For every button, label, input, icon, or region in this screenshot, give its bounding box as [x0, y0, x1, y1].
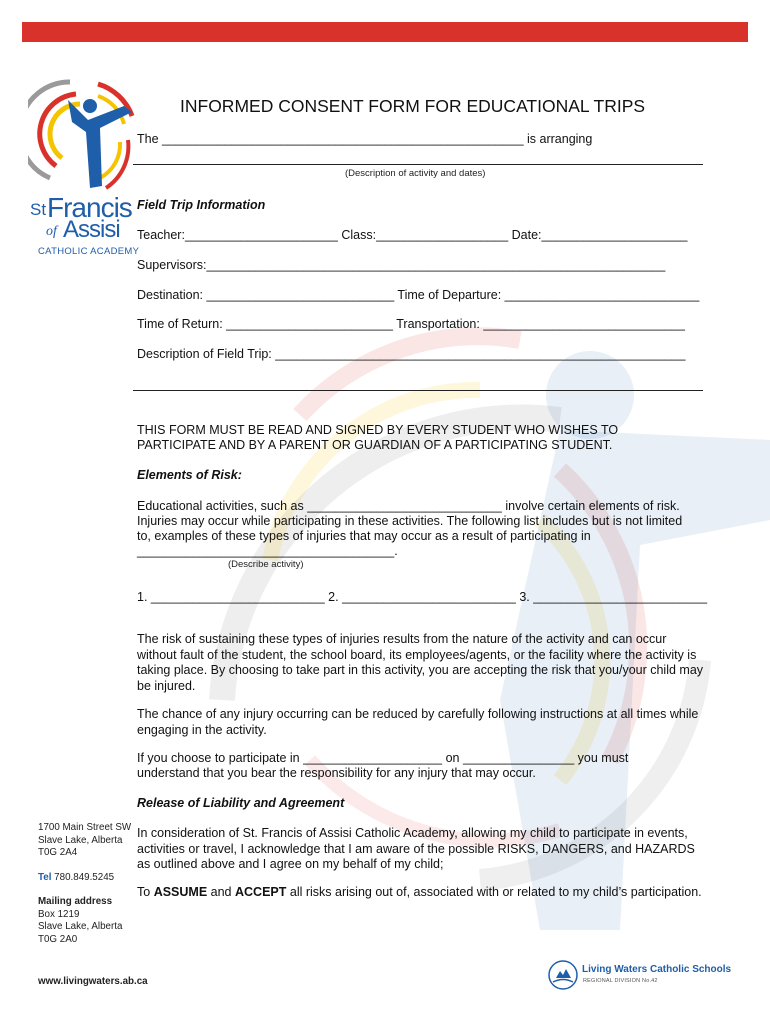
- assume-and: and: [210, 885, 232, 899]
- field-trip-heading: Field Trip Information: [137, 198, 266, 212]
- logo-francis: Francis: [47, 192, 132, 223]
- risk-activity-field[interactable]: Educational activities, such as ____________________________ involve certain elements of risk.: [137, 499, 680, 513]
- reduce-risk-paragraph: The chance of any injury occurring can be reduced by carefully following instructions at all times while engaging in the activity.: [137, 707, 699, 737]
- notice-line-1: THIS FORM MUST BE READ AND SIGNED BY EVERY STUDENT WHO WISHES TO: [137, 423, 619, 437]
- mailing-line-3: T0G 2A0: [38, 933, 78, 945]
- mailing-address: [38, 896, 122, 946]
- school-phone: [38, 872, 114, 885]
- assume-rest: all risks arising out of, associated with or related to my child’s participation.: [289, 885, 702, 899]
- arranging-blank[interactable]: ____________________________________________________: [162, 132, 524, 146]
- risk-text-line-2: Injuries may occur while participating in these activities. The following list includes but is not limited: [137, 514, 683, 528]
- school-website[interactable]: www.livingwaters.ab.ca: [38, 976, 148, 987]
- division-subtitle: REGIONAL DIVISION No.42: [583, 978, 658, 984]
- accept-word: ACCEPT: [235, 885, 287, 899]
- mailing-line-2: Slave Lake, Alberta: [38, 921, 123, 932]
- risk-heading: Elements of Risk:: [137, 468, 242, 482]
- arranging-prefix: The: [137, 132, 159, 146]
- school-logo-emblem: [28, 70, 148, 196]
- logo-st: St: [30, 200, 47, 219]
- address-line-3: T0G 2A4: [38, 847, 78, 858]
- school-address: [38, 822, 131, 860]
- logo-of: of: [46, 224, 57, 239]
- responsibility-text: understand that you bear the responsibility for any injury that may occur.: [137, 766, 536, 780]
- risk-text-line-3: to, examples of these types of injuries that may occur as a result of participating in: [137, 529, 591, 543]
- trip-description-field[interactable]: Description of Field Trip: ___________________________________________________________: [137, 347, 686, 361]
- consideration-paragraph: In consideration of St. Francis of Assisi Catholic Academy, allowing my child to participate in events, activities or travel, I acknowledge that I am aware of the possible RISKS, DANGERS, and HAZARDS as outlined above and I agree on my behalf of my child;: [137, 826, 695, 871]
- destination-departure-field[interactable]: Destination: ___________________________ Time of Departure: ____________________________: [137, 288, 700, 302]
- participation-field[interactable]: If you choose to participate in ____________________ on ________________ you must: [137, 751, 629, 765]
- arranging-line: [137, 132, 592, 146]
- return-transportation-field[interactable]: Time of Return: ________________________ Transportation: _____________________________: [137, 317, 685, 331]
- supervisors-field[interactable]: Supervisors:__________________________________________________________________: [137, 258, 666, 272]
- activity-caption: (Description of activity and dates): [345, 168, 486, 179]
- division-logo-icon: [547, 956, 579, 994]
- page-title: INFORMED CONSENT FORM FOR EDUCATIONAL TRIPS: [180, 96, 646, 116]
- address-line-1: 1700 Main Street SW: [38, 822, 132, 833]
- assume-accept-paragraph: [137, 885, 707, 901]
- describe-activity-caption: (Describe activity): [228, 559, 304, 570]
- mailing-label: Mailing address: [38, 896, 113, 907]
- divider-middle: [133, 390, 703, 391]
- division-name: Living Waters Catholic Schools: [582, 964, 732, 975]
- injury-list-fields[interactable]: 1. _________________________ 2. _________________________ 3. _________________________: [137, 590, 708, 604]
- assume-prefix: To: [137, 885, 151, 899]
- participating-activity-field[interactable]: _____________________________________.: [137, 544, 398, 558]
- assume-word: ASSUME: [153, 885, 208, 899]
- tel-number: 780.849.5245: [54, 872, 115, 883]
- risk-paragraph: The risk of sustaining these types of injuries results from the nature of the activity and can occur without fault of the student, the school board, its employees/agents, or the facility where the activity is taking place. By choosing to take part in this activity, you are accepting the risk that you/your child may be injured.: [137, 632, 704, 693]
- divider-top: [133, 164, 703, 165]
- mailing-line-1: Box 1219: [38, 908, 80, 920]
- logo-assisi: Assisi: [63, 216, 120, 243]
- address-line-2: Slave Lake, Alberta: [38, 834, 123, 846]
- school-logo-wordmark: [30, 194, 140, 264]
- release-heading: Release of Liability and Agreement: [137, 796, 345, 810]
- tel-label: Tel: [38, 872, 52, 883]
- notice-line-2: PARTICIPATE AND BY A PARENT OR GUARDIAN OF A PARTICIPATING STUDENT.: [137, 438, 613, 452]
- arranging-suffix: is arranging: [527, 132, 593, 146]
- teacher-class-date-field[interactable]: Teacher:______________________ Class:___________________ Date:_____________________: [137, 228, 688, 242]
- logo-academy: CATHOLIC ACADEMY: [38, 246, 140, 257]
